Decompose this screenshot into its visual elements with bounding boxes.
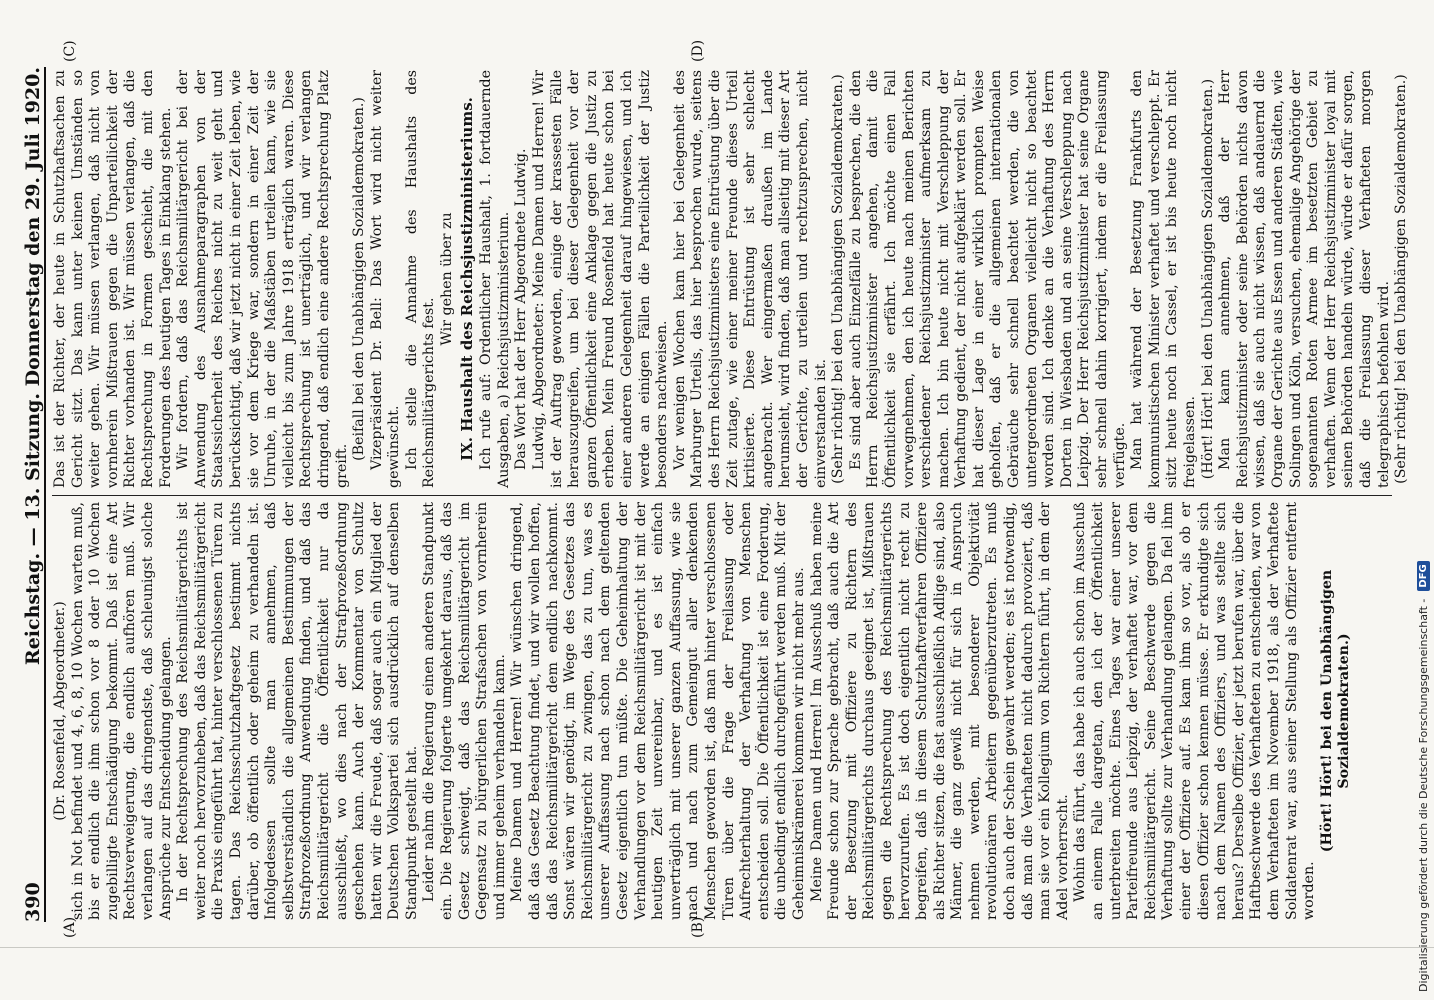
left-column <box>52 502 1392 920</box>
paragraph: Ludwig, Abgeordneter: Meine Damen und Herren! Wir ist der Auftrag geworden, einige der krassesten Fälle herauszugreifen, um bei dieser Gelegenheit vor der ganzen Öffentlichkeit eine Anklage gegen die Justiz zu erheben. Mein Freund Rosenfeld hat heute schon bei einer anderen Gelegenheit darauf hingewiesen, und ich werde an einigen Fällen die Parteilichkeit der Justiz besonders nachweisen. <box>531 70 671 488</box>
paragraph: Leider nahm die Regierung einen anderen Standpunkt ein. Die Regierung folgerte umgekehrt daraus, daß das Gesetz schweigt, daß das Reichsmilitärgericht im Gegensatz zu bürgerlichen Strafsachen von vornherein und immer geheim verhandeln kann. <box>421 502 508 920</box>
paragraph: In der Rechtsprechung des Reichsmilitärgerichts ist weiter noch hervorzuheben, daß das Reichsmilitärgericht die Praxis eingeführt hat, hinter verschlossenen Türen zu tagen. Das Reichsschutzhaftgesetz bestimmt nichts darüber, ob öffentlich oder geheim zu verhandeln ist. Infolgedessen sollte man annehmen, daß selbstverständlich die allgemeinen Bestimmungen der Strafprozeßordnung Anwendung finden, und daß das Reichsmilitärgericht die Öffentlichkeit nur da ausschließt, wo dies nach der Strafprozeßordnung geschehen kann. Auch der Kommentar von Schultz hatten wir die Freude, daß sogar auch ein Mitglied der Deutschen Volkspartei sich ausdrücklich auf denselben Standpunkt gestellt hat. <box>175 502 420 920</box>
paragraph: Ich rufe auf: Ordentlicher Haushalt, 1. fortdauernde Ausgaben, a) Reichsjustizministerium. <box>478 70 512 488</box>
margin-marker-b: (B) <box>690 916 706 938</box>
paragraph: Wohin das führt, das habe ich auch schon im Ausschuß an einem Falle dargetan, den ich der Öffentlichkeit unterbreiten möchte. Eines Tages war einer unserer Parteifreunde aus Leipzig, der verhaftet war, vor dem Reichsmilitärgericht. Seine Beschwerde gegen die Verhaftung sollte zur Verhandlung gelangen. Da fiel ihm einer der Offiziere auf. Es kam ihm so vor, als ob er diesen Offizier schon kennen müsse. Er erkundigte sich nach dem Namen des Offiziers, und was stellte sich heraus? Derselbe Offizier, der jetzt berufen war, über die Haftbeschwerde des Verhafteten zu entscheiden, war von dem Verhafteten im November 1918, als der Verhaftete Soldatenrat war, aus seiner Stellung als Offizier entfernt worden. <box>1072 502 1318 920</box>
paragraph: Meine Damen und Herren! Im Ausschuß haben meine Freunde schon zur Sprache gebracht, daß auch die Art der Besetzung mit Offiziere zu Richtern des Reichsmilitärgerichts durchaus geeignet ist, Mißtrauen gegen die Rechtsprechung des Reichsmilitärgerichts hervorzurufen. Es ist doch eigentlich nicht recht zu begreifen, daß in diesem Schutzhaftverfahren Offiziere als Richter sitzen, die fast ausschließlich Adlige sind, also Männer, die ganz gewiß nicht für sich in Anspruch nehmen werden, mit besonderer Objektivität revolutionären Arbeitern gegenüberzutreten. Es muß doch auch der Schein gewahrt werden; es ist notwendig, daß man die Verhafteten nicht dadurch provoziert, daß man sie vor ein Kollegium von Richtern führt, in dem der Adel vorherrscht. <box>808 502 1071 920</box>
paragraph: Wir gehen über zu <box>439 212 456 346</box>
column-divider <box>52 495 1392 496</box>
page-number: 390 <box>22 882 44 922</box>
margin-marker-a: (A) <box>62 916 78 938</box>
paragraph: Man hat während der Besetzung Frankfurts den kommunistischen Minister verhaftet und verschleppt. Er sitzt heute noch in Cassel, er ist bis heute noch nicht freigelassen. <box>1129 70 1198 488</box>
running-title: Reichstag. — 13. Sitzung. Donnerstag den 29. Juli 1920. <box>22 67 44 666</box>
margin-marker-d: (D) <box>690 39 706 62</box>
dfg-logo-icon: DFG <box>1417 561 1430 590</box>
interjection: (Hört! Hört! bei den Unabhängigen Sozialdemokraten.) <box>1318 569 1353 853</box>
interjection: (Sehr richtig! bei den Unabhängigen Sozialdemokraten.) <box>830 74 847 484</box>
scan-margin-line <box>0 947 1434 948</box>
paragraph: Das Wort hat der Herr Abgeordnete Ludwig. <box>513 148 530 470</box>
interjection: (Hört! Hört! bei den Unabhängigen Sozialdemokraten.) <box>1199 78 1216 480</box>
paragraph: Ich stelle die Annahme des Haushalts des Reichsmilitärgerichts fest. <box>403 70 438 488</box>
paragraph: sich in Not befindet und 4, 6, 8, 10 Wochen warten muß, bis er endlich die ihm schon vor 8 oder 10 Wochen zugebilligte Entschädigung bekommt. Daß ist eine Art Rechtsverweigerung, die endlich aufhören muß. Wir verlangen auf das dringendste, daß schleunigst solche Ansprüche zur Entscheidung gelangen. <box>69 502 174 920</box>
interjection: (Sehr richtig! bei den Unabhängigen Sozialdemokraten.) <box>1393 74 1410 484</box>
section-heading: IX. Haushalt des Reichsjustizministeriums. <box>457 97 476 461</box>
credit-text: Digitalisierung gefördert durch die Deutsche Forschungsgemeinschaft - <box>1416 598 1430 992</box>
paragraph: Man kann annehmen, daß der Herr Reichsjustizminister oder seine Behörden nichts davon wissen, daß sie auch nicht wissen, daß andauernd die Organe der Gerichte aus Essen und anderen Städten, wie Solingen und Köln, versuchen, ehemalige Angehörige der sogenannten Roten Armee im besetzten Gebiet zu verhaften. Wenn der Herr Reichsjustizminister loyal mit seinen Behörden handeln würde, würde er dafür sorgen, daß die Freilassung dieser Verhafteten morgen telegraphisch befohlen wird. <box>1217 70 1392 488</box>
paragraph: Das ist der Richter, der heute in Schutzhaftsachen zu Gericht sitzt. Das kann unter keinen Umständen so weiter gehen. Wir müssen verlangen, daß nicht von vornherein Mißtrauen gegen die Unparteilichkeit der Richter vorhanden ist. Wir müssen verlangen, daß die Rechtsprechung in Formen geschieht, die mit den Forderungen des heutigen Tages in Einklang stehen. <box>52 70 174 488</box>
paragraph: Wir fordern, daß das Reichsmilitärgericht bei der Anwendung des Ausnahmeparagraphen von der Staatssicherheit des Reiches nicht zu weit geht und berücksichtigt, daß wir jetzt nicht in einer Zeit leben, wie sie vor dem Kriege war, sondern in einer Zeit der Unruhe, in der die Maßstäben urteilen kann, wie sie vielleicht bis zum Jahre 1918 erträglich waren. Diese Rechtsprechung ist unerträglich, und wir verlangen dringend, daß endlich eine andere Rechtsprechung Platz greift. <box>175 70 350 488</box>
margin-marker-c: (C) <box>62 40 78 62</box>
speaker-note: (Dr. Rosenfeld, Abgeordneter.) <box>52 601 68 821</box>
paragraph: Vizepräsident Dr. Bell: Das Wort wird nicht weiter gewünscht. <box>368 70 403 488</box>
page-header <box>12 67 46 922</box>
paragraph: Es sind aber auch Einzelfälle zu besprechen, die den Herrn Reichsjustizminister angehen, damit die Öffentlichkeit sie erfährt. Ich möchte einen Fall vorwegnehmen, den ich heute nach meinen Berichten verschiedener Reichsjustizminister aufmerksam zu machen. Ich bin heute nicht mit Verschleppung der Verhaftung gedient, der nicht aufgeklärt werden soll. Er hat dieser Lage in einer wirklich prompten Weise geholfen, daß er die allgemeinen internationalen Gebräuche sehr schnell beachtet werden, die von untergeordneten Organen vielleicht nicht so beachtet worden sind. Ich denke an die Verhaftung des Herrn Dorten in Wiesbaden und an seine Verschleppung nach Leipzig. Der Herr Reichsjustizminister hat seine Organe sehr schnell dahin korrigiert, indem er die Freilassung verfügte. <box>847 70 1128 488</box>
paragraph: Vor wenigen Wochen kam hier bei Gelegenheit des Marburger Urteils, das hier besprochen wurde, seitens des Herrn Reichsjustizministers eine Entrüstung über die Zeit zutage, wie einer meiner Freunde dieses Urteil kritisierte. Diese Entrüstung ist sehr schlecht angebracht. Wer eingermaßen draußen im Lande herumsieht, wird finden, daß man allseitig mit dieser Art der Gerichte, zu urteilen und rechtzusprechen, nicht einverstanden ist. <box>671 70 829 488</box>
interjection: (Beifall bei den Unabhängigen Sozialdemokraten.) <box>351 97 368 461</box>
right-column <box>52 70 1410 488</box>
paragraph: Meine Damen und Herren! Wir wünschen dringend, daß das Gesetz Beachtung findet, und wir wollen hoffen, daß das Reichsmilitärgericht dem endlich nachkommt. Sonst wären wir genötigt, im Wege des Gesetzes das Reichsmilitärgericht zu zwingen, das zu tun, was es unserer Auffassung nach schon nach dem geltenden Gesetz eigentlich tun müßte. Die Geheimhaltung der Verhandlungen vor dem Reichsmilitärgericht ist mit der heutigen Zeit unvereinbar, und es ist einfach unverträglich mit unserer ganzen Auffassung, wie sie nach und nach zum Gemeingut aller denkenden Menschen geworden ist, daß man hinter verschlossenen Türen über die Frage der Freilassung oder Aufrechterhaltung der Verhaftung von Menschen entscheiden soll. Die Öffentlichkeit ist eine Forderung, die unbedingt endlich durchgeführt werden muß. Mit der Geheimniskrämerei kommen wir nicht mehr aus. <box>509 502 807 920</box>
digitization-credit <box>1412 0 1434 1000</box>
